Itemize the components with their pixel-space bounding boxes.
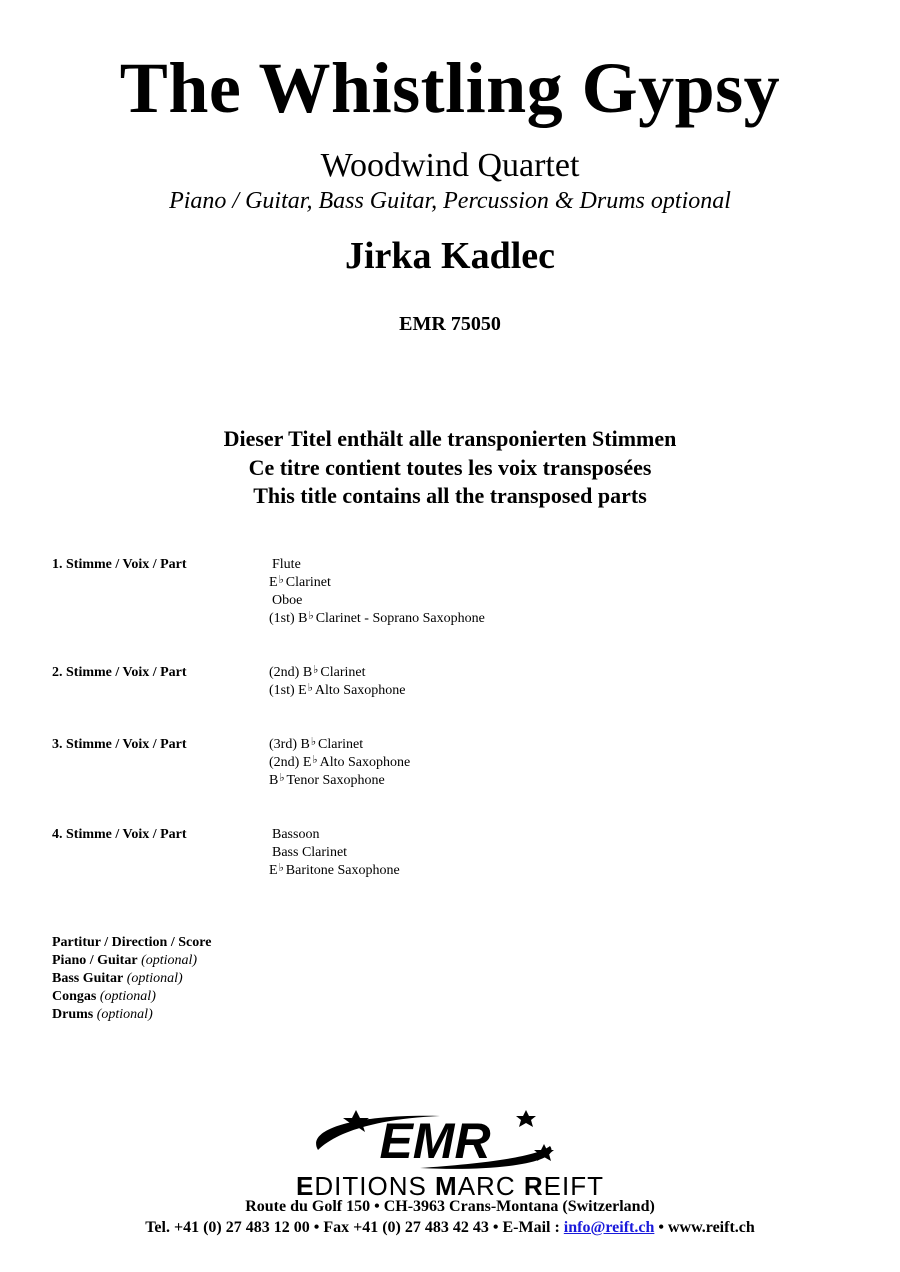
part-4-instruments [269,826,400,880]
transposition-notice [0,425,900,511]
piece-title: The Whistling Gypsy [119,48,781,128]
publisher-name: EDITIONS MARC REIFT [296,1171,604,1201]
instrument-item: (1st) B♭ Clarinet - Soprano Saxophone [269,610,485,626]
instrument-item: Flute [272,557,301,572]
instrument-item: (3rd) B♭ Clarinet [269,736,364,752]
ensemble-subtitle: Woodwind Quartet [320,147,580,184]
email-link[interactable]: info@reift.ch [563,1219,655,1236]
instrument-item: Oboe [272,593,303,608]
star-icon [516,1110,536,1127]
notice-french: Ce titre contient toutes les voix transposées [248,454,652,480]
list-item: Congas (optional) [52,989,156,1004]
part-2-instruments [269,664,406,700]
instrument-item: B♭ Tenor Saxophone [269,772,385,788]
list-item: Bass Guitar (optional) [52,971,183,986]
part-2-label: 2. Stimme / Voix / Part [52,665,187,680]
catalog-number: EMR 75050 [399,313,501,335]
instrument-item: (2nd) E♭ Alto Saxophone [269,754,411,770]
composer-name: Jirka Kadlec [344,235,556,277]
instrument-item: (1st) E♭ Alto Saxophone [269,682,406,698]
instrument-item: Bassoon [272,827,320,842]
instrument-item: Bass Clarinet [272,845,348,860]
notice-english: This title contains all the transposed parts [253,483,647,508]
part-4-label: 4. Stimme / Voix / Part [52,827,187,842]
publisher-contact: Tel. +41 (0) 27 483 12 00 • Fax +41 (0) 27 483 42 43 • E-Mail : info@reift.ch • www.reift.ch [145,1219,755,1236]
optional-instrumentation: Piano / Guitar, Bass Guitar, Percussion & Drums optional [169,188,731,214]
logo-text: EMR [379,1113,491,1169]
part-1-instruments [269,556,485,628]
notice-german: Dieser Titel enthält alle transponierten Stimmen [223,426,677,451]
publisher-address: Route du Golf 150 • CH-3963 Crans-Montana (Switzerland) [245,1198,655,1215]
part-3-instruments [269,736,410,790]
part-1-label: 1. Stimme / Voix / Part [52,557,187,572]
list-item: Piano / Guitar (optional) [52,953,198,968]
instrument-item: E♭ Baritone Saxophone [269,862,400,878]
part-3-label: 3. Stimme / Voix / Part [52,737,187,752]
additional-parts-list [52,934,211,1024]
list-item: Partitur / Direction / Score [52,935,212,950]
instrument-item: (2nd) B♭ Clarinet [269,664,366,680]
list-item: Drums (optional) [52,1007,153,1022]
instrument-item: E♭ Clarinet [269,574,331,590]
emr-logo [300,1106,570,1174]
